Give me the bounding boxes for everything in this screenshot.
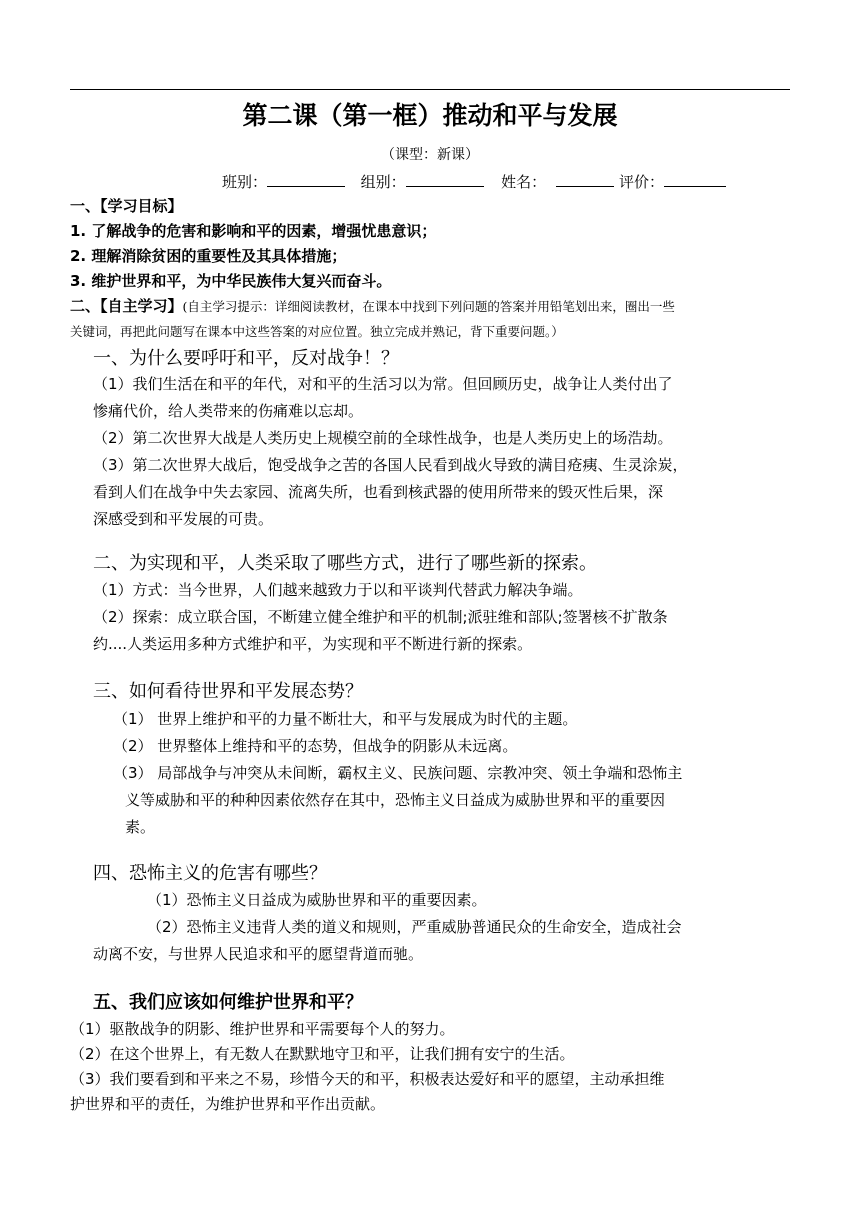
- group-field[interactable]: [406, 172, 484, 187]
- class-label: 班别：: [222, 173, 268, 191]
- q2-line: （1）方式：当今世界，人们越来越致力于以和平谈判代替武力解决争端。: [93, 581, 583, 599]
- q1-line: （1）我们生活在和平的年代，对和平的生活习以为常。但回顾历史，战争让人类付出了: [93, 375, 673, 393]
- q4-line: （2）恐怖主义违背人类的道义和规则，严重威胁普通民众的生命安全，造成社会: [147, 918, 682, 936]
- question-3-title: 三、如何看待世界和平发展态势？: [93, 681, 363, 702]
- q2-line: 约....人类运用多种方式维护和平，为实现和平不断进行新的探索。: [93, 635, 533, 653]
- question-4-title: 四、恐怖主义的危害有哪些？: [93, 863, 327, 884]
- objective-item: 1. 了解战争的危害和影响和平的因素，增强忧患意识；: [70, 222, 437, 240]
- q5-line: （3）我们要看到和平来之不易，珍惜今天的和平，积极表达爱好和平的愿望，主动承担维: [70, 1070, 665, 1088]
- question-2-title: 二、为实现和平，人类采取了哪些方式，进行了哪些新的探索。: [93, 553, 597, 574]
- question-1-title: 一、为什么要呼吁和平，反对战争！？: [93, 348, 399, 369]
- objectives-heading: 一、【学习目标】: [70, 197, 183, 215]
- q2-line: （2）探索：成立联合国，不断建立健全维护和平的机制;派驻维和部队;签署核不扩散条: [93, 608, 668, 626]
- student-info-fields: [222, 171, 726, 193]
- self-study-hint-cont: 关键词，再把此问题写在课本中这些答案的对应位置。独立完成并熟记，背下重要问题。）: [70, 324, 564, 339]
- header-rule: [70, 89, 790, 90]
- q1-line: （2）第二次世界大战是人类历史上规模空前的全球性战争，也是人类历史上的场浩劫。: [93, 429, 673, 447]
- objective-item: 2. 理解消除贫困的重要性及其具体措施；: [70, 247, 347, 265]
- q1-line: 看到人们在战争中失去家园、流离失所，也看到核武器的使用所带来的毁灭性后果，深: [93, 483, 664, 501]
- q5-line: 护世界和平的责任，为维护世界和平作出贡献。: [70, 1095, 386, 1113]
- q4-line: 动离不安，与世界人民追求和平的愿望背道而驰。: [93, 945, 424, 963]
- q1-line: 深感受到和平发展的可贵。: [93, 510, 274, 528]
- objective-item: 3. 维护世界和平，为中华民族伟大复兴而奋斗。: [70, 272, 392, 290]
- q1-line: （3）第二次世界大战后，饱受战争之苦的各国人民看到战火导致的满目疮痍、生灵涂炭，: [93, 456, 688, 474]
- name-field[interactable]: [556, 172, 614, 187]
- q4-line: （1）恐怖主义日益成为威胁世界和平的重要因素。: [147, 891, 487, 909]
- question-5-title: 五、我们应该如何维护世界和平？: [93, 992, 363, 1013]
- q3-line: 素。: [125, 818, 156, 836]
- q3-line: （1） 世界上维护和平的力量不断壮大，和平与发展成为时代的主题。: [113, 710, 578, 728]
- q3-line: （3） 局部战争与冲突从未间断，霸权主义、民族问题、宗教冲突、领土争端和恐怖主: [113, 764, 683, 782]
- rating-field[interactable]: [664, 172, 726, 187]
- q3-line: （2） 世界整体上维持和平的态势，但战争的阴影从未远离。: [113, 737, 518, 755]
- self-study-heading-line: [70, 294, 675, 319]
- q1-line: 惨痛代价，给人类带来的伤痛难以忘却。: [93, 402, 364, 420]
- page-title: 第二课（第一框）推动和平与发展: [242, 101, 618, 130]
- self-study-heading: 二、【自主学习】: [70, 297, 183, 315]
- name-label: 姓名：: [501, 173, 547, 191]
- q5-line: （2）在这个世界上，有无数人在默默地守卫和平，让我们拥有安宁的生活。: [70, 1045, 575, 1063]
- q3-line: 义等威胁和平的种种因素依然存在其中，恐怖主义日益成为威胁世界和平的重要因: [125, 791, 666, 809]
- q5-line: （1）驱散战争的阴影、维护世界和平需要每个人的努力。: [70, 1020, 455, 1038]
- group-label: 组别：: [360, 173, 406, 191]
- class-field[interactable]: [267, 172, 345, 187]
- rating-label: 评价：: [618, 173, 664, 191]
- self-study-hint: (自主学习提示：详细阅读教材，在课本中找到下列问题的答案并用铅笔划出来，圈出一些: [182, 299, 675, 314]
- lesson-type: （课型：新课）: [381, 147, 479, 163]
